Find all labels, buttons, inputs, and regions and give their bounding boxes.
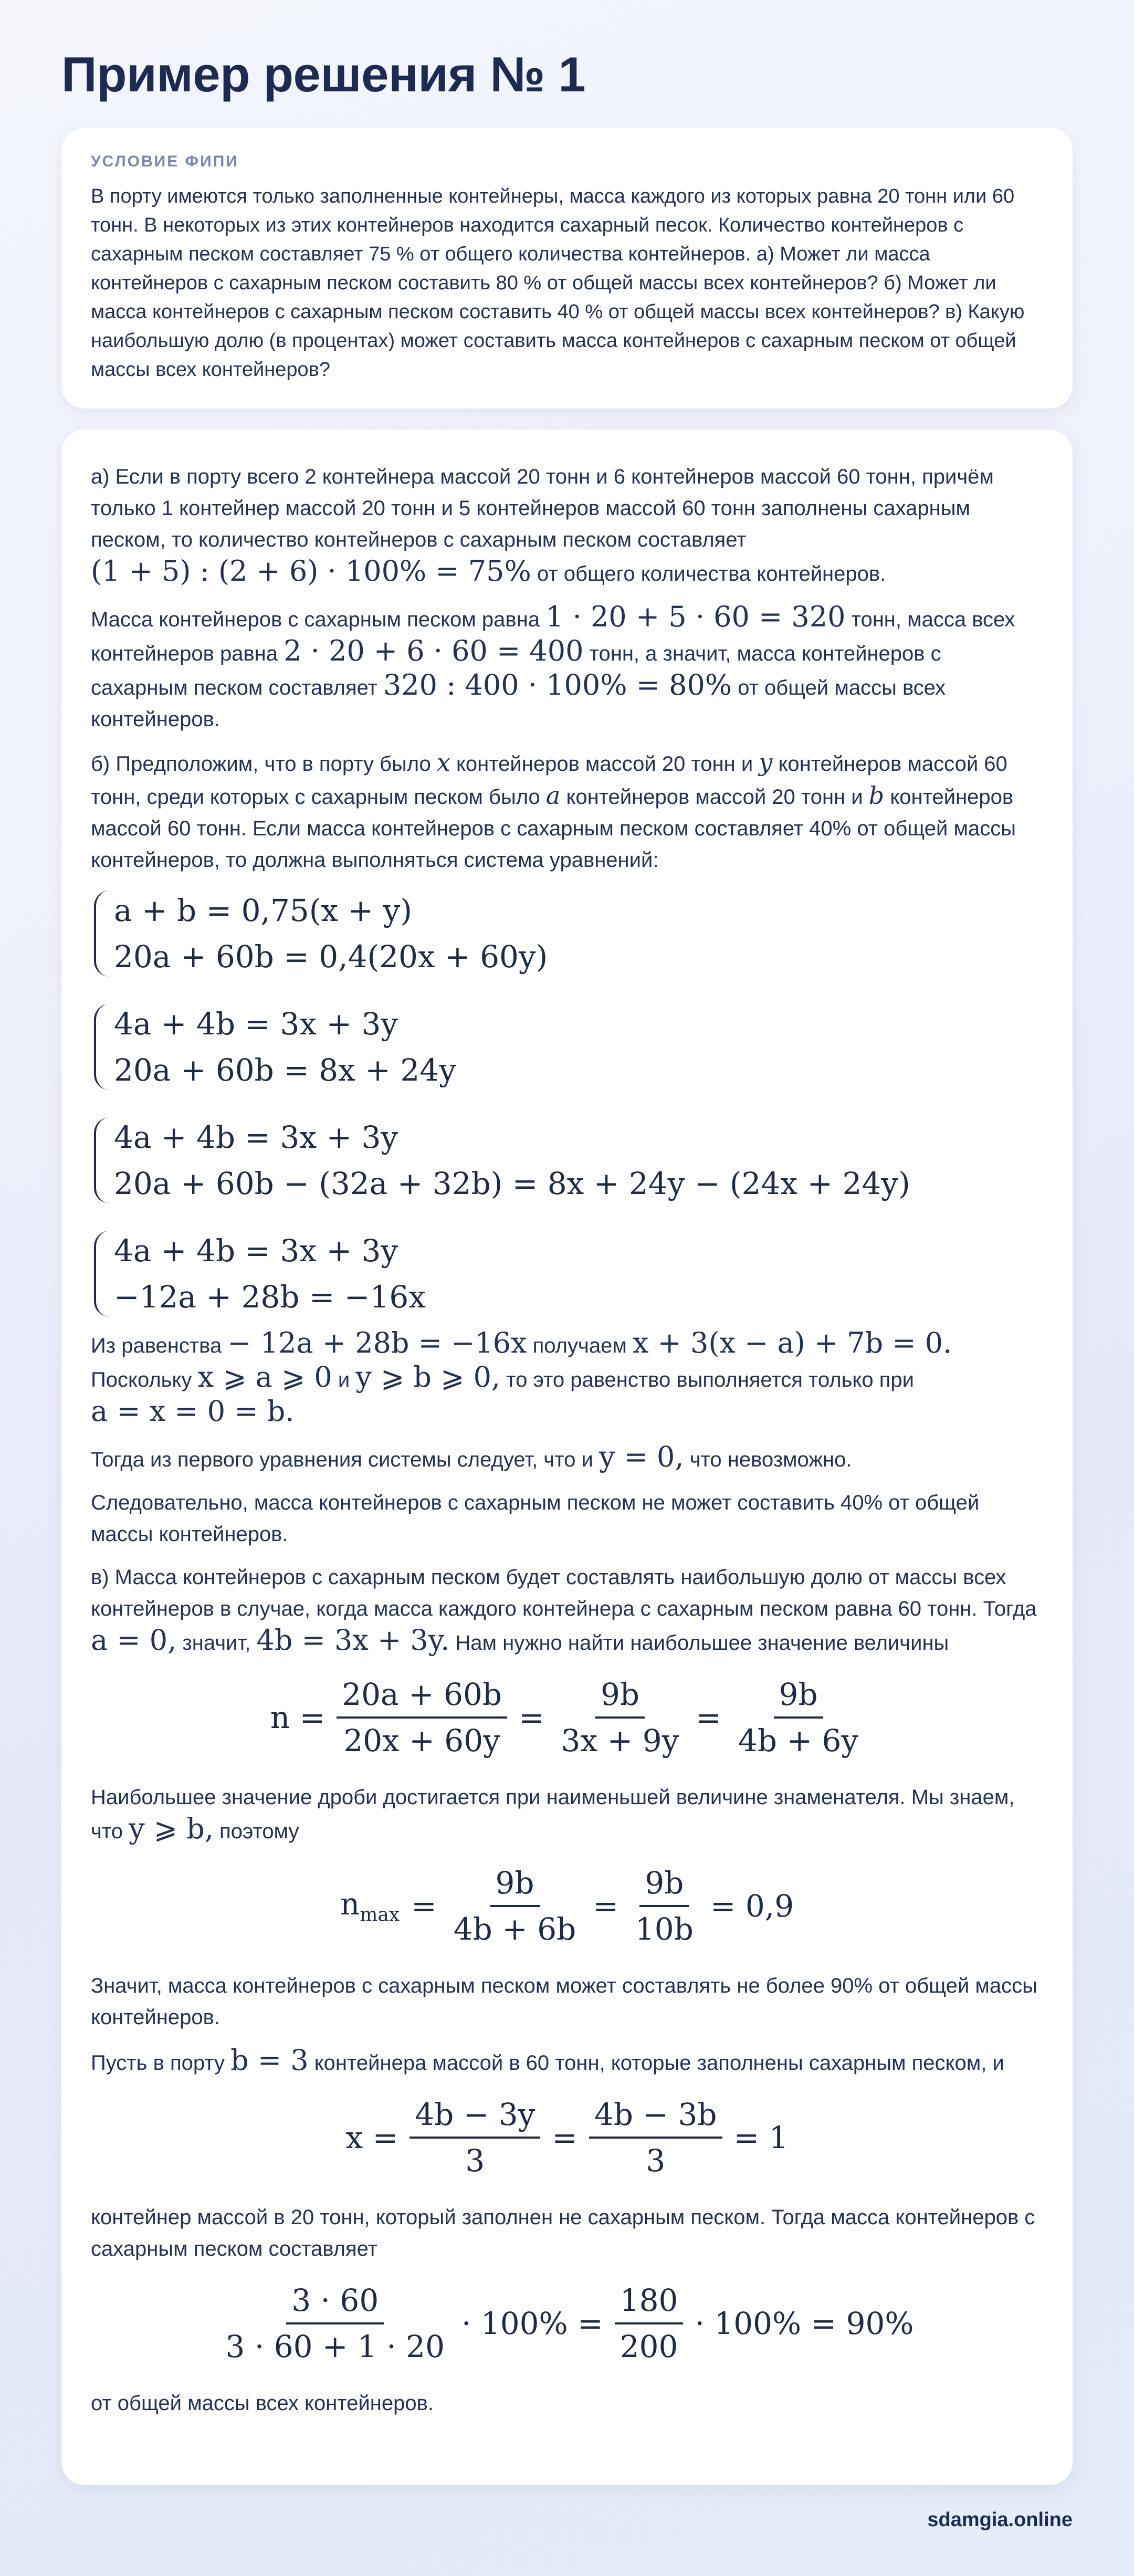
- text: контейнеров массой 60 тонн. Если масса контейнеров с сахарным песком составляет 40% от общей массы контейнеров, то должна выполняться система уравнений:: [91, 786, 1016, 872]
- equation: 20a + 60b = 8x + 24y: [114, 1052, 456, 1088]
- lhs: n =: [270, 1700, 326, 1735]
- numerator: 3 · 60: [286, 2282, 384, 2324]
- fraction: [337, 1677, 507, 1758]
- formula-inline: x + 3(x − a) + 7b = 0.: [632, 1326, 952, 1359]
- equation-system-3: [91, 1114, 1043, 1207]
- text: Пусть в порту: [91, 2051, 225, 2075]
- site-footer-link[interactable]: sdamgia.online: [927, 2509, 1073, 2531]
- equals: =: [696, 1700, 721, 1735]
- text: контейнеров массой 20 тонн и: [456, 752, 753, 776]
- var: x: [436, 748, 450, 777]
- text: контейнера массой в 60 тонн, которые заполнены сахарным песком, и: [314, 2051, 1004, 2075]
- operator: · 100% =: [461, 2306, 603, 2341]
- part-a-paragraph-2: [91, 601, 1043, 735]
- text: Из равенства: [91, 1334, 222, 1357]
- fraction: [220, 2282, 450, 2364]
- var: n: [340, 1886, 360, 1922]
- formula-display-nmax: [91, 1865, 1043, 1947]
- formula-inline: 4b = 3x + 3y.: [256, 1624, 450, 1657]
- part-c-paragraph-2: [91, 1782, 1043, 1847]
- formula-display-percent: [91, 2282, 1043, 2364]
- text: а) Если в порту всего 2 контейнера массой 20 тонн и 6 контейнеров массой 60 тонн, причём только 1 контейнер массой 20 тонн и 5 контейнеров массой 60 тонн заполнены сахарным песком, то количество контейнеров с сахарным песком составляет: [91, 465, 994, 551]
- condition-text: В порту имеются только заполненные контейнеры, масса каждого из которых равна 20 тонн или 60 тонн. В некоторых из этих контейнеров находится сахарный песок. Количество контейнеров с сахарным песком составляет 75 % от общего количества контейнеров. а) Может ли масса контейнеров с сахарным песком составить 80 % от общей массы всех контейнеров? б) Может ли масса контейнеров с сахарным песком составить 40 % от общей массы всех контейнеров? в) Какую наибольшую долю (в процентах) может составить масса контейнеров с сахарным песком от общей массы всех контейнеров?: [91, 185, 1025, 381]
- fraction: [410, 2097, 540, 2179]
- condition-card: [61, 128, 1073, 409]
- equals: =: [411, 1888, 437, 1924]
- text: Наибольшее значение дроби достигается при наименьшей величине знаменателя. Мы знаем, что: [91, 1786, 1015, 1843]
- equation: 4a + 4b = 3x + 3y: [114, 1119, 398, 1155]
- fraction: [733, 1677, 864, 1758]
- text: контейнеров массой 20 тонн и: [566, 786, 863, 809]
- condition-label: УСЛОВИЕ ФИПИ: [91, 153, 239, 170]
- numerator: 20a + 60b: [337, 1677, 507, 1719]
- equation-system-2: [91, 1001, 1043, 1093]
- var: b: [868, 781, 885, 810]
- text: б) Предположим, что в порту было: [91, 752, 431, 776]
- text: тонн, масса всех контейнеров равна: [91, 608, 1015, 665]
- formula-inline: b = 3: [230, 2044, 309, 2077]
- numerator: 9b: [490, 1865, 540, 1907]
- formula-inline: x ⩾ a ⩾ 0: [197, 1360, 332, 1394]
- formula-inline: y = 0,: [598, 1440, 684, 1473]
- formula-inline: (1 + 5) : (2 + 6) · 100% = 75%: [91, 554, 531, 588]
- equation: 20a + 60b − (32a + 32b) = 8x + 24y − (24x + 24y): [114, 1166, 910, 1201]
- fraction: [448, 1865, 582, 1947]
- text: в) Масса контейнеров с сахарным песком будет составлять наибольшую долю от массы всех контейнеров в случае, когда масса каждого контейнера с сахарным песком равна 60 тонн. Тогда: [91, 1566, 1037, 1620]
- formula-inline: a = 0,: [91, 1624, 177, 1657]
- denominator: 200: [620, 2329, 678, 2364]
- equation: 20a + 60b = 0,4(20x + 60y): [114, 939, 548, 975]
- solution-card: [61, 430, 1073, 2485]
- lhs: [340, 1886, 400, 1926]
- text: поэтому: [219, 1820, 299, 1843]
- numerator: 9b: [595, 1677, 645, 1719]
- equals: =: [519, 1700, 544, 1735]
- denominator: 20x + 60y: [343, 1723, 500, 1758]
- denominator: 3 · 60 + 1 · 20: [225, 2329, 445, 2364]
- part-b-conclusion: Следовательно, масса контейнеров с сахарным песком не может составить 40% от общей массы контейнеров.: [91, 1491, 980, 1546]
- denominator: 4b + 6b: [453, 1911, 576, 1947]
- result: = 0,9: [710, 1888, 794, 1924]
- equation: −12a + 28b = −16x: [114, 1279, 426, 1315]
- lhs: x =: [345, 2120, 398, 2155]
- part-c-paragraph-1: [91, 1562, 1043, 1659]
- denominator: 3: [465, 2143, 485, 2179]
- formula-inline: 320 : 400 · 100% = 80%: [383, 668, 732, 701]
- text: Масса контейнеров с сахарным песком равна: [91, 608, 540, 631]
- denominator: 3: [646, 2143, 666, 2179]
- text: и: [338, 1368, 350, 1391]
- denominator: 4b + 6y: [738, 1723, 859, 1758]
- equation-system-4: [91, 1228, 1043, 1320]
- part-c-paragraph-5: контейнер массой в 20 тонн, который заполнен не сахарным песком. Тогда масса контейнеров с сахарным песком составляет: [91, 2206, 1035, 2260]
- equation-system-1: [91, 887, 1043, 980]
- formula-display-x: [91, 2097, 1043, 2179]
- equation: 4a + 4b = 3x + 3y: [114, 1006, 398, 1042]
- denominator: 10b: [635, 1911, 694, 1947]
- part-b-paragraph-1: [91, 747, 1043, 876]
- text: контейнеров массой 60 тонн, среди которых с сахарным песком было: [91, 752, 1007, 809]
- text: то это равенство выполняется только при: [506, 1368, 914, 1391]
- formula-inline: a = x = 0 = b.: [91, 1395, 295, 1428]
- fraction: [630, 1865, 699, 1947]
- part-c-conclusion: от общей массы всех контейнеров.: [91, 2392, 434, 2415]
- equals: =: [552, 2120, 578, 2155]
- text: Поскольку: [91, 1368, 192, 1391]
- numerator: 4b − 3y: [410, 2097, 540, 2139]
- formula-inline: y ⩾ b,: [129, 1812, 214, 1845]
- fraction: [615, 2282, 684, 2364]
- text: от общего количества контейнеров.: [537, 562, 886, 585]
- numerator: 9b: [774, 1677, 823, 1719]
- numerator: 4b − 3b: [589, 2097, 722, 2139]
- page-title: Пример решения № 1: [61, 47, 586, 102]
- formula-inline: − 12a + 28b = −16x: [227, 1326, 527, 1359]
- numerator: 9b: [639, 1865, 689, 1907]
- part-a-paragraph-1: [91, 461, 1043, 590]
- equation: a + b = 0,75(x + y): [114, 893, 412, 928]
- text: Нам нужно найти наибольшее значение величины: [455, 1631, 949, 1654]
- formula-inline: 1 · 20 + 5 · 60 = 320: [545, 600, 846, 633]
- numerator: 180: [615, 2282, 684, 2324]
- var: a: [545, 781, 561, 810]
- formula-inline: 2 · 20 + 6 · 60 = 400: [284, 634, 584, 667]
- part-b-paragraph-3: [91, 1441, 1043, 1475]
- fraction: [589, 2097, 722, 2179]
- var: y: [759, 748, 773, 777]
- text: значит,: [182, 1631, 251, 1654]
- text: Тогда из первого уравнения системы следует, что и: [91, 1448, 593, 1471]
- formula-inline: y ⩾ b ⩾ 0,: [355, 1360, 501, 1394]
- fraction: [556, 1677, 685, 1758]
- equals: =: [593, 1888, 618, 1924]
- text: от общей массы всех контейнеров.: [91, 676, 946, 731]
- text: что невозможно.: [689, 1448, 852, 1471]
- result: · 100% = 90%: [695, 2306, 914, 2341]
- part-b-paragraph-2: [91, 1327, 1043, 1430]
- text: тонн, а значит, масса контейнеров с сахарным песком составляет: [91, 642, 941, 699]
- text: получаем: [532, 1334, 627, 1357]
- formula-display-n: [91, 1677, 1043, 1758]
- subscript: max: [360, 1904, 400, 1926]
- denominator: 3x + 9y: [561, 1723, 679, 1758]
- part-c-paragraph-4: [91, 2045, 1043, 2079]
- result: = 1: [733, 2120, 789, 2155]
- part-c-paragraph-3: Значит, масса контейнеров с сахарным песком может составлять не более 90% от общей массы контейнеров.: [91, 1974, 1037, 2029]
- equation: 4a + 4b = 3x + 3y: [114, 1233, 398, 1269]
